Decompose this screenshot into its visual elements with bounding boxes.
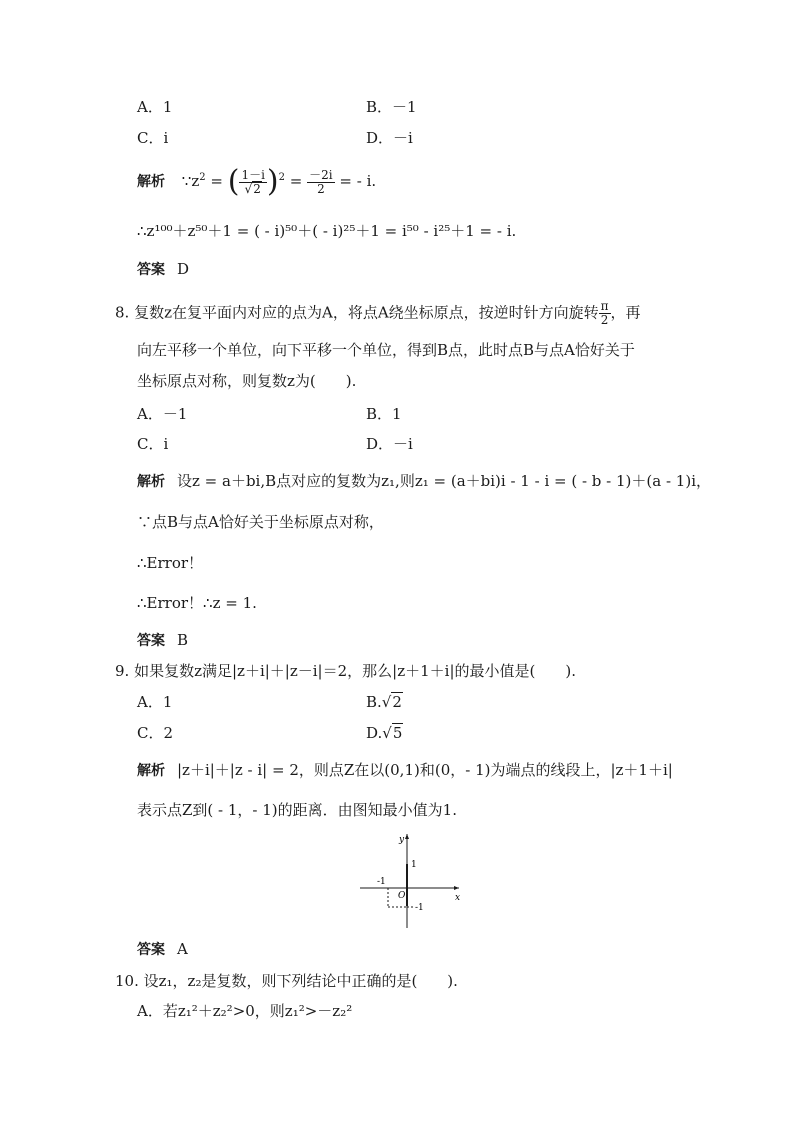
q7-solution-line-1: 解析 $\because z^2$ = ( $\frac{1-i}{√2}$ )$^2$ = $\frac{-2i}{2}$ = - i. [137, 164, 377, 199]
q9-solution-line-1: 解析 |z＋i|＋|z - i| = 2，则点Z在以(0,1)和(0，- 1)为端点的线段上，|z＋1＋i| [137, 761, 673, 779]
q7-sol1-end: = - i. [339, 172, 377, 190]
q8-answer [137, 630, 188, 651]
q10-option-a: A．若z₁²＋z₂²>0，则z₁²>－z₂² [137, 1002, 353, 1020]
y-axis-arrow [405, 834, 409, 839]
label-y: y [399, 835, 405, 845]
q8-option-c: C．i [137, 435, 169, 453]
q8-solution-line-2: ∵点B与点A恰好关于坐标原点对称， [137, 513, 384, 531]
q8-option-a: A．－1 [137, 405, 188, 423]
q8-stem-line-2: 向左平移一个单位，向下平移一个单位，得到B点，此时点B与点A恰好关于 [137, 341, 635, 359]
q7-frac-2: $\frac{-2i}{2}$ [309, 167, 333, 196]
q7-option-d: D．－i [366, 129, 413, 147]
q9-answer-value: A [177, 940, 188, 958]
solution-label: 解析 [137, 174, 165, 190]
q7-option-c: C．i [137, 129, 169, 147]
q7-answer-value: D [177, 260, 190, 278]
q9-solution-line-2: 表示点Z到( - 1，- 1)的距离．由图知最小值为1. [137, 801, 457, 819]
q8-option-b: B．1 [366, 405, 402, 423]
q10-stem: 10. 设z₁，z₂是复数，则下列结论中正确的是( ). [115, 972, 458, 990]
q8-solution-line-1: 解析 设z = a＋bi,B点对应的复数为z₁,则z₁ = (a＋bi)i - 1 - i = ( - b - 1)＋(a - 1)i， [137, 472, 711, 490]
label-minus1-y: -1 [415, 903, 424, 913]
q9-option-c: C．2 [137, 724, 174, 742]
q9-stem: 9. 如果复数z满足|z＋i|＋|z－i|＝2，那么|z＋1＋i|的最小值是( ). [115, 662, 576, 680]
q9-option-b: B.√2 [366, 693, 402, 711]
q8-option-d: D．－i [366, 435, 413, 453]
label-origin: O [398, 891, 406, 901]
solution-label: 解析 [137, 763, 165, 779]
q7-option-a: A．1 [137, 98, 173, 116]
q8-stem-line-3: 坐标原点对称，则复数z为( ). [137, 372, 357, 390]
label-minus1-x: -1 [377, 877, 386, 887]
q8-solution-line-4: ∴Error！∴z = 1. [137, 594, 257, 612]
answer-label: 答案 [137, 262, 165, 278]
q7-solution-line-2: ∴z¹⁰⁰＋z⁵⁰＋1 = ( - i)⁵⁰＋( - i)²⁵＋1 = i⁵⁰ - i²⁵＋1 = - i. [137, 222, 517, 240]
q9-option-d: D.√5 [366, 724, 403, 742]
answer-label: 答案 [137, 633, 165, 649]
q9-option-a: A．1 [137, 693, 173, 711]
answer-label: 答案 [137, 942, 165, 958]
q9-answer [137, 939, 188, 960]
q7-sol1-pre: ∵z [181, 172, 200, 190]
q7-answer [137, 259, 189, 280]
x-axis-arrow [454, 886, 459, 890]
q7-frac-1: $\frac{1-i}{√2}$ [241, 167, 265, 196]
label-x: x [455, 893, 461, 903]
label-plus1: 1 [411, 860, 417, 870]
q8-solution-line-3: ∴Error！ [137, 554, 204, 572]
q8-pi-frac: $\frac{\pi}{2}$ [600, 299, 609, 327]
q8-answer-value: B [177, 631, 189, 649]
q8-stem-line-1: 8. 复数z在复平面内对应的点为A，将点A绕坐标原点，按逆时针方向旋转 $\frac{\pi}{2}$ ，再 [115, 299, 641, 327]
solution-label: 解析 [137, 474, 165, 490]
q9-coordinate-figure [355, 830, 465, 930]
q7-option-b: B．－1 [366, 98, 417, 116]
